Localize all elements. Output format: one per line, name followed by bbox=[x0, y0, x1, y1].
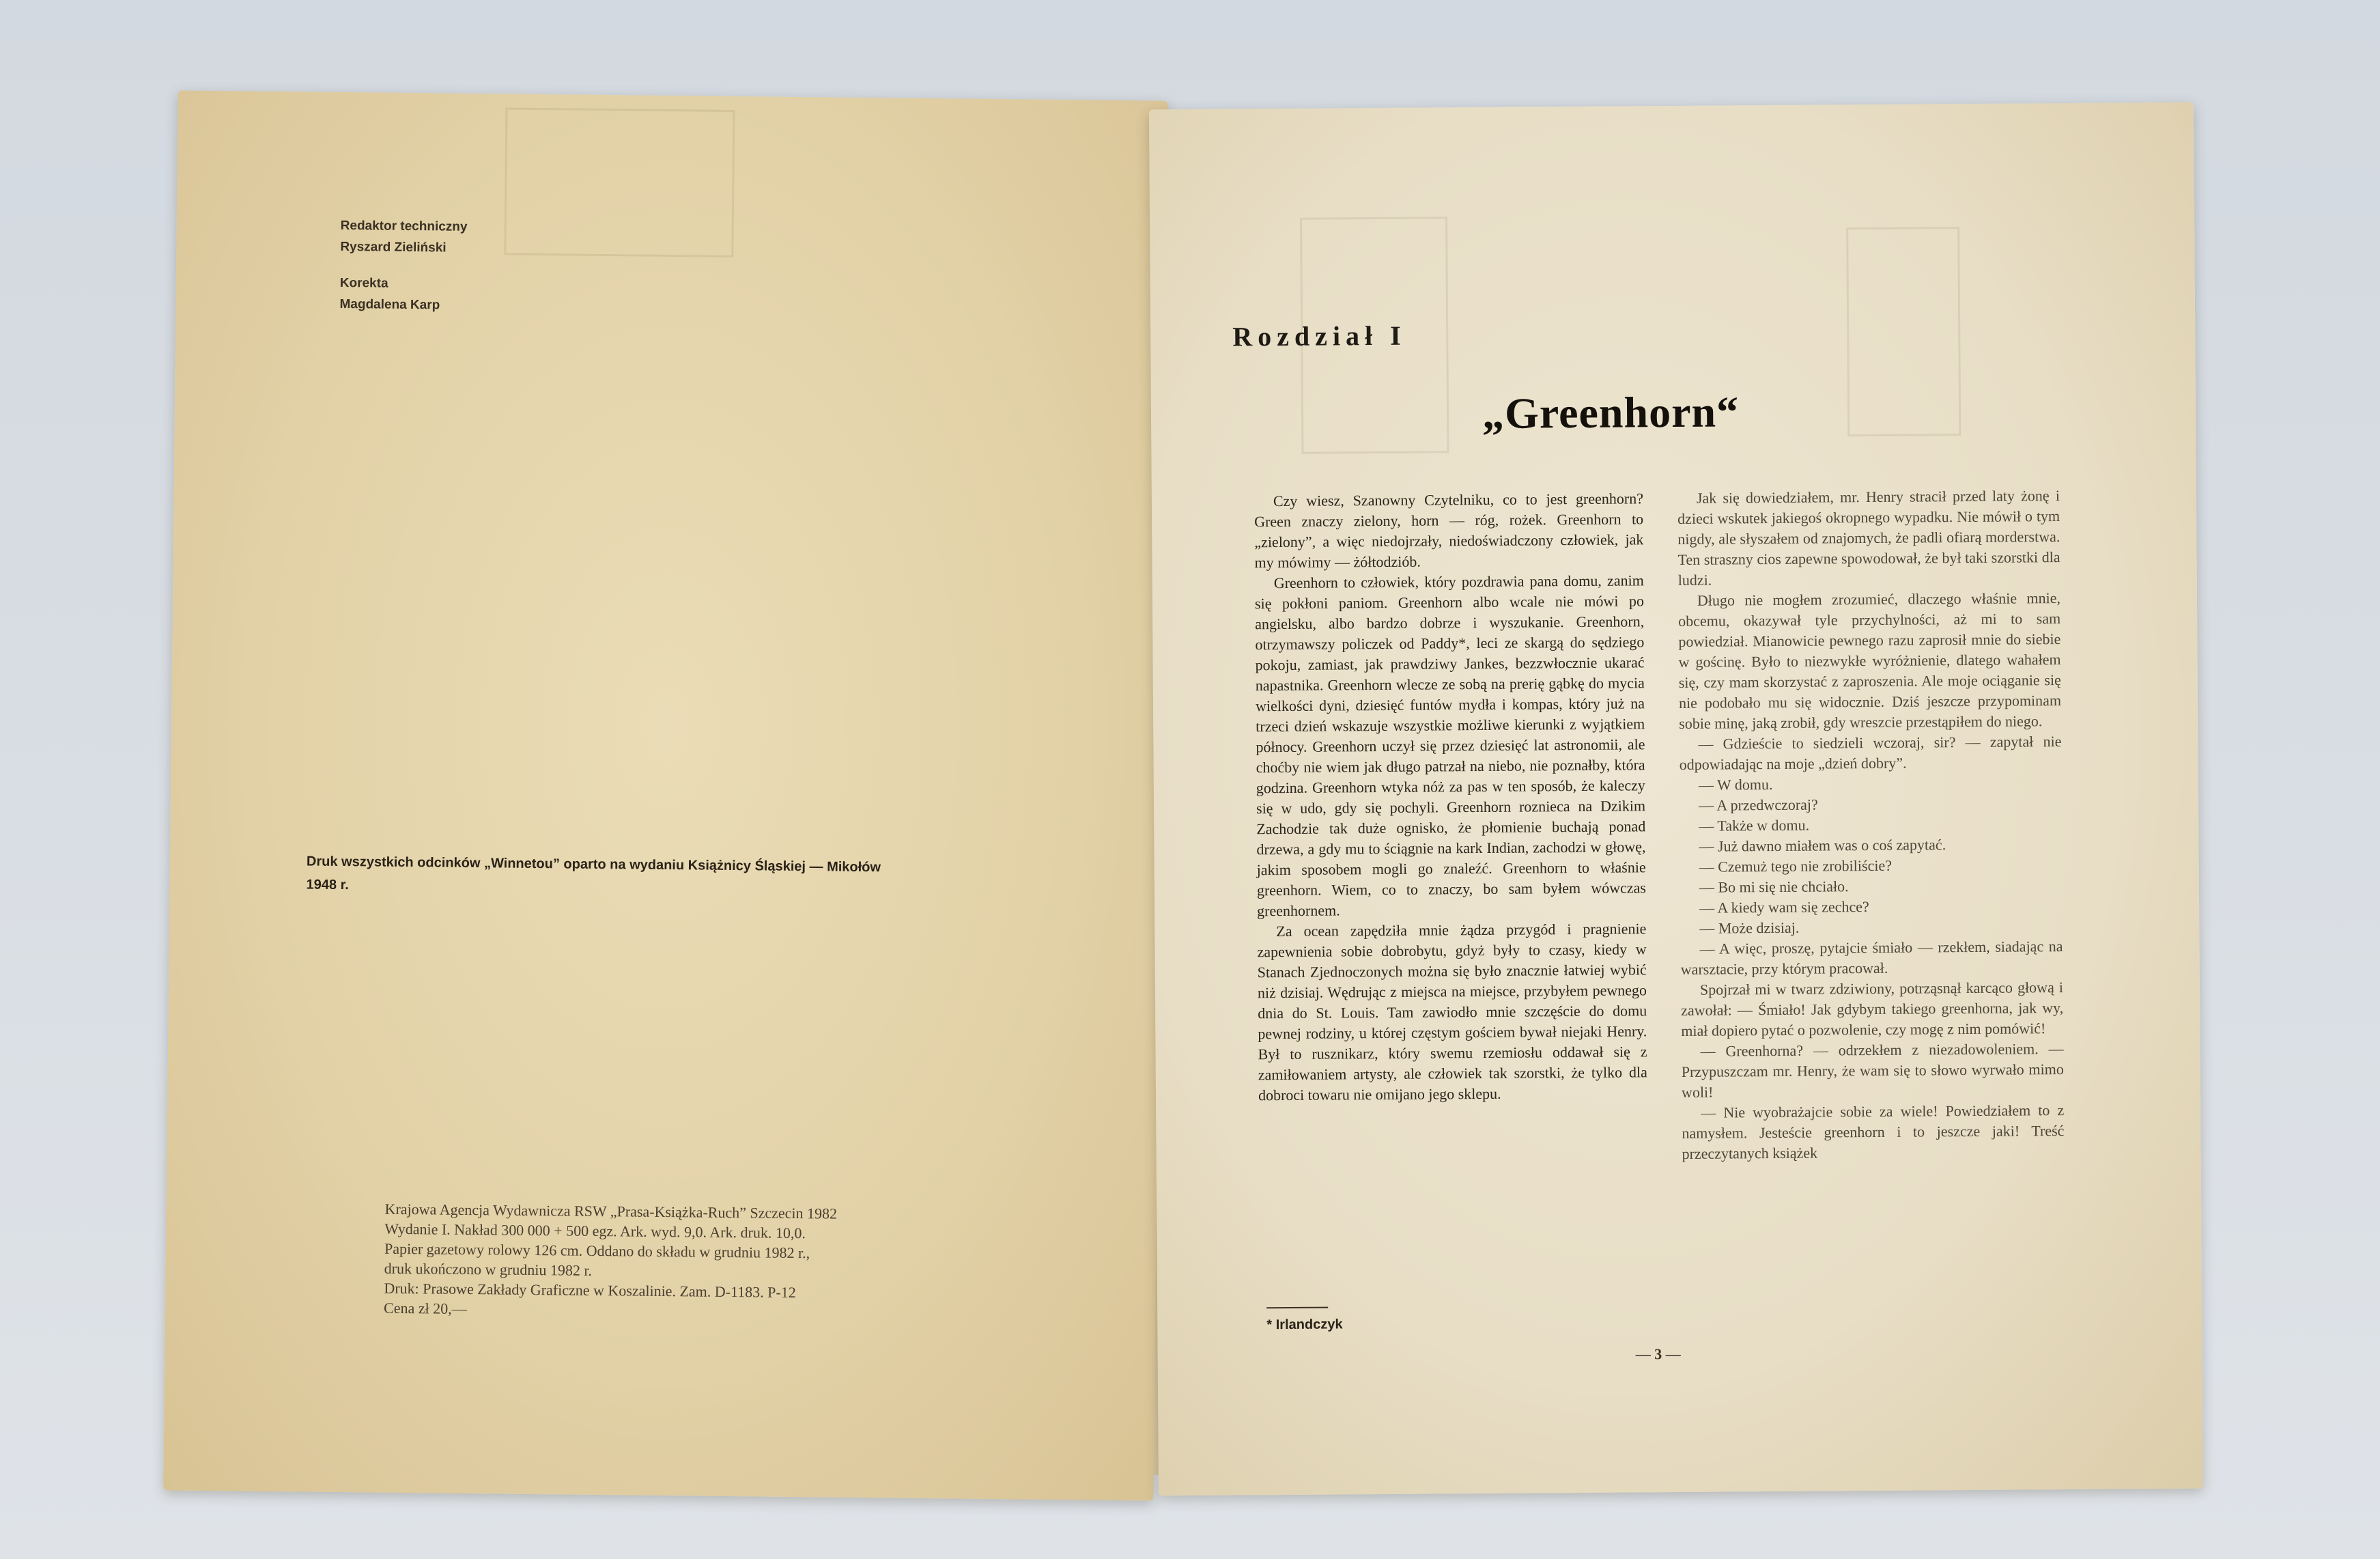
colophon-line: Wydanie I. Nakład 300 000 + 500 egz. Ark. wyd. 9,0. Ark. druk. 10,0. bbox=[384, 1220, 806, 1242]
colophon-line: druk ukończono w grudniu 1982 r. bbox=[384, 1259, 593, 1279]
page-number: — 3 — bbox=[1635, 1345, 1681, 1363]
left-page bbox=[163, 90, 1167, 1500]
dialogue-line: — A więc, proszę, pytajcie śmiało — rzekłem, siadając na warsztacie, przy którym pracował. bbox=[1680, 938, 2063, 978]
dialogue-line: — Może dzisiaj. bbox=[1699, 918, 1800, 937]
text-column-right bbox=[1677, 486, 2065, 1164]
dialogue-line: — Gdzieście to siedzieli wczoraj, sir? — zapytał nie odpowiadając na moje „dzień dobry”. bbox=[1679, 733, 2062, 773]
paragraph: Za ocean zapędziła mnie żądza przygód i pragnienie zapewnienia sobie dobrobytu, gdyż były to czasy, kiedy w Stanach Zjednoczonych można się było znacznie łatwiej wybić niż dzisiaj. Wędrując z miejsca na miejsce, przybyłem pewnego dnia do St. Louis. Tam zawiodło mnie szczęście do domu pewnej rodziny, u której częstym gościem bywał niejaki Henry. Był to rusznikarz, który swemu rzemiosłu oddawał się z zamiłowaniem artysty, ale człowiek tak szorstki, że tylko dla dobroci towaru nie omijano jego sklepu. bbox=[1257, 920, 1647, 1104]
colophon-line: Druk: Prasowe Zakłady Graficzne w Koszalinie. Zam. D-1183. P-12 bbox=[384, 1279, 796, 1302]
footnote-divider bbox=[1266, 1307, 1328, 1309]
credit-person: Ryszard Zieliński bbox=[340, 239, 447, 255]
print-note: Druk wszystkich odcinków „Winnetou” oparto na wydaniu Książnicy Śląskiej — Mikołów 1948 r. bbox=[306, 854, 881, 893]
right-page bbox=[1149, 102, 2203, 1496]
paragraph: Spojrzał mi w twarz zdziwiony, potrząsnął karcąco głową i zawołał: — Śmiało! Jak gdybym takiego greenhorna, jak wy, miał dopiero pytać o pozwolenie, czy mogę z nim pomówić! bbox=[1681, 979, 2064, 1039]
text-column-left bbox=[1254, 488, 1647, 1106]
credit-person: Magdalena Karp bbox=[339, 296, 440, 313]
chapter-label: Rozdział I bbox=[1232, 320, 1406, 352]
paragraph: Jak się dowiedziałem, mr. Henry stracił przed laty żonę i dzieci wskutek jakiegoś okropnego wypadku. Nie mówił o tym nigdy, ale słyszałem od znajomych, że padli ofiarą morderstwa. Ten straszny cios zapewne spowodował, że był taki szorstki dla ludzi. bbox=[1677, 487, 2060, 589]
dialogue-line: — Greenhorna? — odrzekłem z niezadowoleniem. — Przypuszczam mr. Henry, że wam się to słowo wyrwało mimo woli! bbox=[1681, 1040, 2064, 1101]
paragraph: Długo nie mogłem zrozumieć, dlaczego właśnie mnie, obcemu, okazywał tyle przychylności, aż mi to sam powiedział. Mianowicie pewnego razu zaprosił mnie do siebie w gościnę. Było to niezwykłe wyróżnienie, dlatego wahałem się, czy mam skorzystać z zaproszenia. Ale moje ociąganie się nie podobało mu się widocznie. Dziś jeszcze przypominam sobie minę, jaką zrobił, gdy wreszcie przestąpiłem do niego. bbox=[1678, 589, 2062, 732]
colophon-line: Cena zł 20,— bbox=[383, 1299, 467, 1317]
dialogue-line: — Czemuż tego nie zrobiliście? bbox=[1699, 856, 1893, 875]
colophon-line: Papier gazetowy rolowy 126 cm. Oddano do składu w grudniu 1982 r., bbox=[384, 1239, 810, 1262]
dialogue-line: — Nie wyobrażajcie sobie za wiele! Powiedziałem to z namysłem. Jesteście greenhorn i to jeszcze jaki! Treść przeczytanych książek bbox=[1682, 1101, 2065, 1162]
dialogue-line: — A kiedy wam się zechce? bbox=[1699, 898, 1869, 916]
colophon bbox=[384, 1199, 972, 1324]
bleed-through-shadow bbox=[1846, 227, 1961, 436]
colophon-line: Krajowa Agencja Wydawnicza RSW „Prasa-Książka-Ruch” Szczecin 1982 bbox=[384, 1200, 838, 1222]
dialogue-line: — Także w domu. bbox=[1699, 816, 1810, 834]
paragraph: Czy wiesz, Szanowny Czytelniku, co to jest greenhorn? Green znaczy zielony, horn — róg, rożek. Greenhorn to „zielony”, a więc niedojrzały, niedoświadczony człowiek, jak my mówimy — żółtodziób. bbox=[1254, 490, 1644, 572]
dialogue-line: — Bo mi się nie chciało. bbox=[1699, 877, 1849, 896]
dialogue-line: — A przedwczoraj? bbox=[1698, 796, 1818, 814]
credits-block bbox=[339, 215, 467, 316]
footnote: * Irlandczyk bbox=[1266, 1317, 1343, 1333]
paragraph: Greenhorn to człowiek, który pozdrawia pana domu, zanim się pokłoni paniom. Greenhorn albo wcale nie mówi po angielsku, albo bardzo dobrze i wyszukanie. Greenhorn, otrzymawszy policzek od Paddy*, leci ze skargą do sędziego pokoju, zamiast, jak prawdziwy Jankes, bezzwłocznie ukarać napastnika. Greenhorn wlecze ze sobą na prerię gąbkę do mycia wielkości dyni, dziesięć funtów mydła i kompas, który już na trzeci dzień wskazuje wszystkie możliwe kierunki z wyjątkiem północy. Greenhorn uczył się przez dziesięć lat astronomii, ale choćby nie wiem jak długo patrzał na niebo, nie poznałby, która godzina. Greenhorn wtyka nóż za pas w ten sposób, że kaleczy się w udo, gdy się pochyli. Greenhorn rozniecа na Dzikim Zachodzie tak duże ognisko, że płomienie buchają ponad drzewa, a gdy mu to ściągnie na kark Indian, zachodzi w głowę, jakim sposobem mogli go znaleźć. Greenhorn to właśnie greenhorn. Wiem, co to znaczy, bo sam byłem wówczas greenhornem. bbox=[1254, 572, 1646, 920]
dialogue-line: — W domu. bbox=[1698, 776, 1773, 793]
dialogue-line: — Już dawno miałem was o coś zapytać. bbox=[1699, 836, 1946, 855]
bleed-through-shadow bbox=[504, 107, 735, 257]
credit-role: Redaktor techniczny bbox=[340, 218, 468, 234]
chapter-title: „Greenhorn“ bbox=[1482, 387, 1740, 438]
credit-role: Korekta bbox=[339, 275, 388, 291]
